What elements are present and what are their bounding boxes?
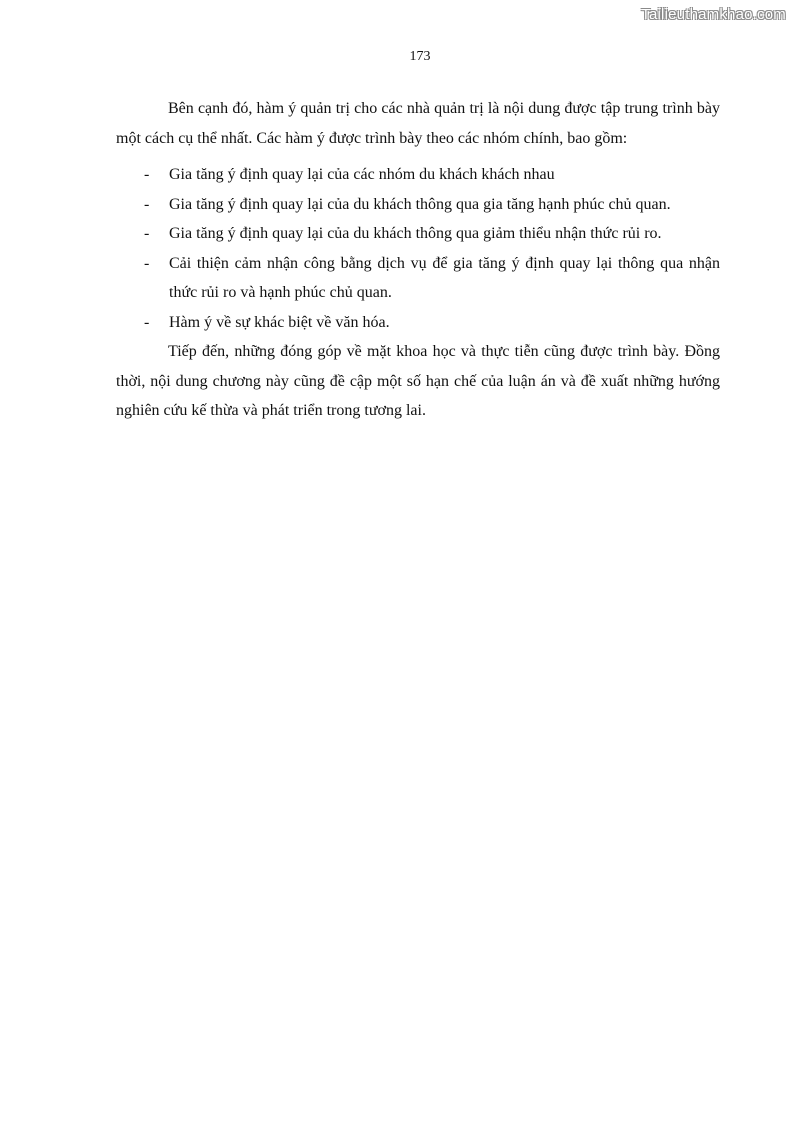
bullet-dash: -	[144, 313, 150, 331]
list-item	[116, 190, 720, 220]
watermark: Tailieuthamkhao.com	[641, 6, 786, 23]
bullet-dash: -	[144, 254, 150, 272]
bullet-dash: -	[144, 195, 150, 213]
intro-paragraph: Bên cạnh đó, hàm ý quản trị cho các nhà quản trị là nội dung được tập trung trình bày một cách cụ thể nhất. Các hàm ý được trình bày theo các nhóm chính, bao gồm:	[116, 100, 720, 147]
bullet-dash: -	[144, 166, 150, 183]
document-body	[116, 94, 720, 426]
closing-paragraph: Tiếp đến, những đóng góp về mặt khoa học và thực tiễn cũng được trình bày. Đồng thời, nội dung chương này cũng đề cập một số hạn chế của luận án và đề xuất những hướng nghiên cứu kế thừa và phát triển trong tương lai.	[116, 343, 720, 419]
list-item-text: Gia tăng ý định quay lại của các nhóm du khách khách nhau	[169, 166, 555, 183]
page-number: 173	[409, 49, 431, 64]
list-item-text: Gia tăng ý định quay lại của du khách thông qua giảm thiểu nhận thức rủi ro.	[169, 225, 662, 242]
list-item	[116, 160, 720, 190]
list-item-text: Gia tăng ý định quay lại của du khách thông qua gia tăng hạnh phúc chủ quan.	[169, 195, 671, 213]
list-item-text: Hàm ý về sự khác biệt về văn hóa.	[169, 313, 390, 331]
implication-list	[116, 160, 720, 337]
list-item	[116, 249, 720, 308]
list-item-text: Cải thiện cảm nhận công bằng dịch vụ để gia tăng ý định quay lại thông qua nhận thức rủi ro và hạnh phúc chủ quan.	[169, 254, 720, 301]
bullet-dash: -	[144, 225, 150, 242]
list-item	[116, 219, 720, 249]
list-item	[116, 308, 720, 338]
